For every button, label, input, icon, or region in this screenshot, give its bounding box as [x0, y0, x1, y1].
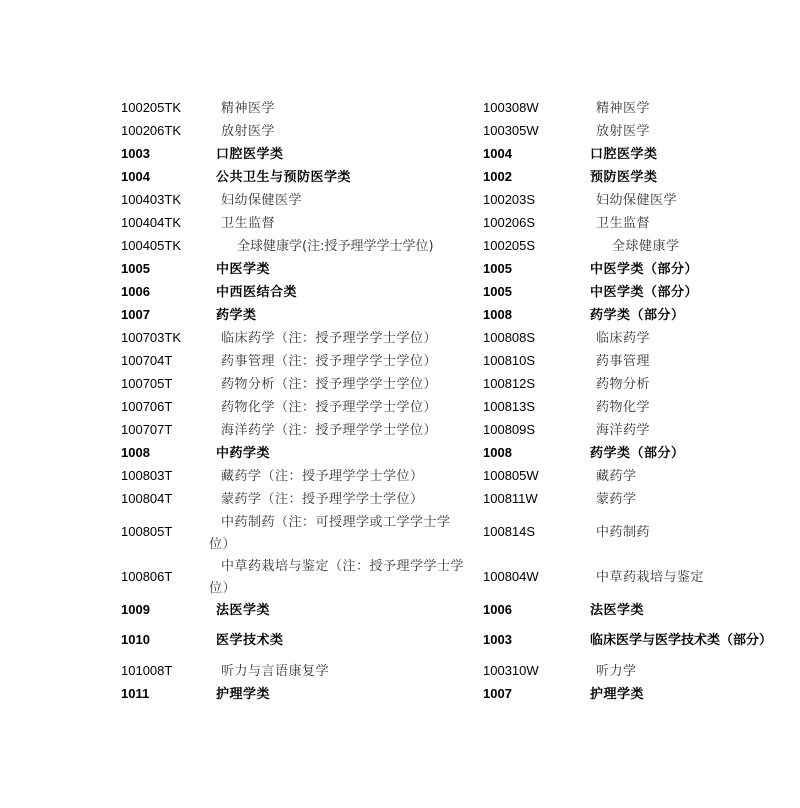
right-name: 妇幼保健医学 [596, 193, 678, 208]
right-code: 1007 [483, 686, 512, 701]
left-name: 海洋药学（注：授予理学学士学位） [221, 423, 438, 438]
left-name: 药学类 [216, 308, 257, 323]
right-code: 100805W [483, 468, 539, 483]
right-name: 药物分析 [596, 377, 651, 392]
left-code: 100206TK [121, 123, 181, 138]
right-code: 100809S [483, 422, 536, 437]
right-name: 藏药学 [596, 469, 637, 484]
right-name: 蒙药学 [596, 492, 637, 507]
left-code: 1006 [121, 284, 150, 299]
left-code: 100205TK [121, 100, 181, 115]
left-name: 蒙药学（注：授予理学学士学位） [221, 492, 424, 507]
right-code: 1004 [483, 146, 512, 161]
right-code: 100804W [483, 569, 539, 584]
right-name: 口腔医学类 [590, 147, 658, 162]
left-code: 1004 [121, 169, 150, 184]
right-name: 预防医学类 [590, 170, 658, 185]
left-name: 中药制药（注：可授理学或工学学士学位） [209, 515, 451, 552]
left-name: 中西医结合类 [216, 285, 298, 300]
left-code: 100704T [121, 353, 173, 368]
right-code: 100205S [483, 238, 536, 253]
left-name: 听力与言语康复学 [221, 664, 330, 679]
right-code: 100813S [483, 399, 536, 414]
right-code: 1002 [483, 169, 512, 184]
left-code: 100405TK [121, 238, 181, 253]
left-code: 1009 [121, 602, 150, 617]
right-code: 100308W [483, 100, 539, 115]
left-code: 1011 [121, 686, 150, 701]
right-name: 中药制药 [596, 525, 651, 540]
left-name: 医学技术类 [216, 633, 284, 648]
left-code: 100804T [121, 491, 173, 506]
right-code: 100808S [483, 330, 536, 345]
right-name: 临床医学与医学技术类（部分） [590, 633, 773, 648]
left-name: 药物化学（注：授予理学学士学位） [221, 400, 438, 415]
right-code: 1003 [483, 632, 512, 647]
left-name: 妇幼保健医学 [221, 193, 303, 208]
left-code: 100703TK [121, 330, 181, 345]
left-name: 卫生监督 [221, 216, 276, 231]
left-code: 100805T [121, 524, 173, 539]
left-code: 100403TK [121, 192, 181, 207]
left-code: 100803T [121, 468, 173, 483]
left-code: 100404TK [121, 215, 181, 230]
right-name: 海洋药学 [596, 423, 651, 438]
left-code: 1008 [121, 445, 150, 460]
right-name: 药学类（部分） [590, 308, 685, 323]
left-name: 护理学类 [216, 687, 271, 702]
right-code: 1008 [483, 307, 512, 322]
left-code: 1003 [121, 146, 150, 161]
right-name: 放射医学 [596, 124, 651, 139]
right-name: 法医学类 [590, 603, 645, 618]
left-code: 101008T [121, 663, 173, 678]
left-name: 放射医学 [221, 124, 276, 139]
right-code: 100305W [483, 123, 539, 138]
left-code: 100706T [121, 399, 173, 414]
right-code: 100203S [483, 192, 536, 207]
left-code: 1007 [121, 307, 150, 322]
right-code: 100206S [483, 215, 536, 230]
left-name: 口腔医学类 [216, 147, 284, 162]
right-name: 中草药栽培与鉴定 [596, 570, 705, 585]
right-code: 1008 [483, 445, 512, 460]
right-name: 听力学 [596, 664, 637, 679]
left-code: 1005 [121, 261, 150, 276]
right-code: 1006 [483, 602, 512, 617]
right-name: 中医学类（部分） [590, 262, 699, 277]
left-name: 临床药学（注：授予理学学士学位） [221, 331, 438, 346]
right-code: 1005 [483, 284, 512, 299]
right-name: 精神医学 [596, 101, 651, 116]
left-name: 中草药栽培与鉴定（注：授予理学学士学位） [209, 559, 465, 596]
left-code: 1010 [121, 632, 150, 647]
left-name: 精神医学 [221, 101, 276, 116]
right-name: 中医学类（部分） [590, 285, 699, 300]
right-name: 临床药学 [596, 331, 651, 346]
left-name: 公共卫生与预防医学类 [216, 170, 352, 185]
right-name: 护理学类 [590, 687, 645, 702]
left-name: 全球健康学(注:授予理学学士学位) [237, 239, 434, 254]
left-code: 100806T [121, 569, 173, 584]
left-name: 藏药学（注：授予理学学士学位） [221, 469, 424, 484]
right-name: 卫生监督 [596, 216, 651, 231]
right-name: 药物化学 [596, 400, 651, 415]
right-code: 100812S [483, 376, 536, 391]
right-code: 100811W [483, 491, 538, 506]
right-name: 全球健康学 [612, 239, 680, 254]
left-code: 100707T [121, 422, 173, 437]
left-name: 药事管理（注：授予理学学士学位） [221, 354, 438, 369]
right-name: 药事管理 [596, 354, 651, 369]
right-name: 药学类（部分） [590, 446, 685, 461]
left-code: 100705T [121, 376, 173, 391]
left-name: 药物分析（注：授予理学学士学位） [221, 377, 438, 392]
left-name: 中医学类 [216, 262, 271, 277]
right-code: 100814S [483, 524, 536, 539]
right-code: 100310W [483, 663, 539, 678]
left-name: 法医学类 [216, 603, 271, 618]
right-code: 1005 [483, 261, 512, 276]
left-name: 中药学类 [216, 446, 271, 461]
right-code: 100810S [483, 353, 536, 368]
